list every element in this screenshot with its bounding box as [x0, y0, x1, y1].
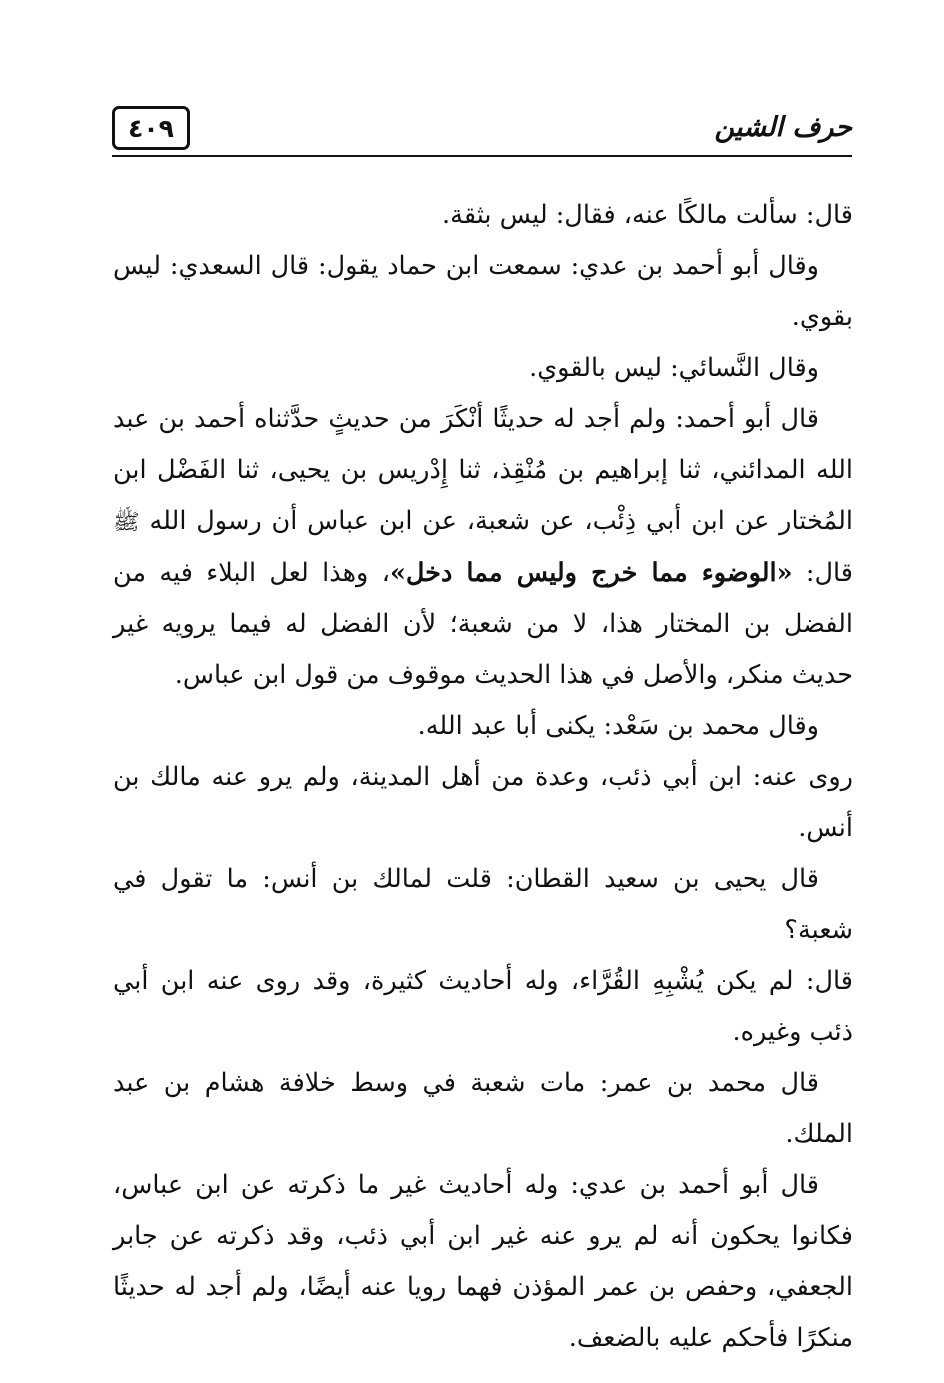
- paragraph-3: وقال النَّسائي: ليس بالقوي.: [529, 353, 819, 383]
- hadith-quote: «الوضوء مما خرج وليس مما دخل»: [389, 558, 793, 588]
- paragraph-4-opening: قال أبو أحمد: ولم أجد له حديثًا أنْكَرَ من حديثٍ حدَّثناه أحمد بن عبد الله المدائني، ثنا إبراهيم بن مُنْقِذ، ثنا إِدْريس بن يحيى، ثنا الفَضْل ابن المُختار عن ابن أبي ذِئْب، عن شعبة، عن ابن عباس أن رسول الله: [113, 404, 853, 536]
- page-number: ٤٠٩: [112, 106, 190, 150]
- paragraph-1: قال: سألت مالكًا عنه، فقال: ليس بثقة.: [442, 200, 853, 230]
- paragraph-4: [113, 394, 853, 701]
- paragraph-9: قال محمد بن عمر: مات شعبة في وسط خلافة هشام بن عبد الملك.: [113, 1068, 853, 1149]
- pbuh-ligature: ﷺ: [113, 510, 140, 535]
- paragraph-4-rest: ، وهذا لعل البلاء فيه من الفضل بن المختار هذا، لا من شعبة؛ لأن الفضل له فيما يرويه غير حديث منكر، والأصل في هذا الحديث موقوف من قول ابن عباس.: [113, 558, 853, 690]
- body-text: [113, 190, 853, 1364]
- header-divider: [112, 155, 852, 157]
- paragraph-10: قال أبو أحمد بن عدي: وله أحاديث غير ما ذكرته عن ابن عباس، فكانوا يحكون أنه لم يرو عنه غير ابن أبي ذئب، وقد ذكرته عن جابر الجعفي، وحفص بن عمر المؤذن فهما رويا عنه أيضًا، ولم أجد له حديثًا منكرًا فأحكم عليه بالضعف.: [113, 1170, 853, 1353]
- paragraph-7: قال يحيى بن سعيد القطان: قلت لمالك بن أنس: ما تقول في شعبة؟: [113, 864, 853, 945]
- chapter-title: حرف الشين: [714, 112, 852, 143]
- paragraph-2: وقال أبو أحمد بن عدي: سمعت ابن حماد يقول: قال السعدي: ليس بقوي.: [113, 251, 853, 332]
- page-header: [112, 104, 852, 160]
- paragraph-5: وقال محمد بن سَعْد: يكنى أبا عبد الله.: [417, 711, 819, 741]
- paragraph-8: قال: لم يكن يُشْبِهِ القُرَّاء، وله أحاديث كثيرة، وقد روى عنه ابن أبي ذئب وغيره.: [113, 966, 853, 1047]
- paragraph-4-said: قال:: [805, 558, 853, 588]
- paragraph-6: روى عنه: ابن أبي ذئب، وعدة من أهل المدينة، ولم يرو عنه مالك بن أنس.: [113, 762, 853, 843]
